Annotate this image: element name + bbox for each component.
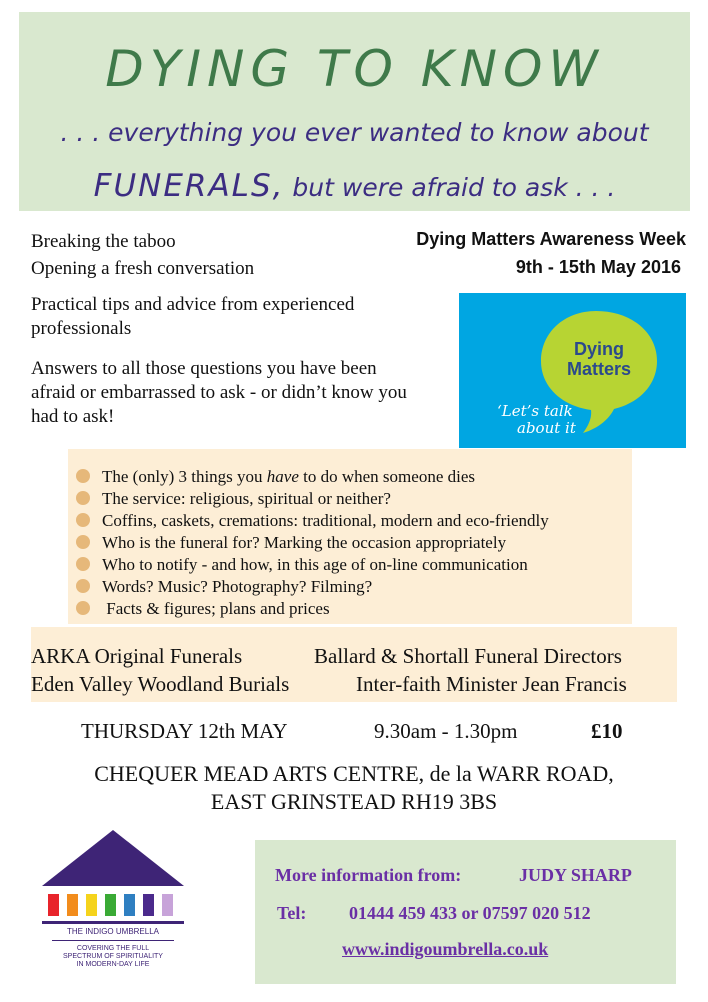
bullet-icon [76, 601, 90, 615]
bullet-icon [76, 513, 90, 527]
contributor-arka: ARKA Original Funerals [31, 644, 243, 668]
event-dates: 9th - 15th May 2016 [515, 257, 681, 277]
pillar-icon [48, 894, 59, 916]
list-item: The (only) 3 things you have to do when someone dies [76, 466, 475, 487]
intro-line2: Opening a fresh conversation [31, 258, 255, 279]
header-banner [19, 12, 690, 211]
bullet-icon [76, 579, 90, 593]
pillar-icon [124, 894, 135, 916]
pillar-icon [143, 894, 154, 916]
pillar-icon [67, 894, 78, 916]
phone-numbers: 01444 459 433 or 07597 020 512 [349, 903, 591, 923]
bullet-icon [76, 557, 90, 571]
dying-matters-logo [459, 293, 686, 448]
contact-name: JUDY SHARP [519, 865, 632, 885]
tagline-rest: but were afraid to ask . . . [284, 173, 616, 202]
dm-logo-slogan1: ‘Let’s talk [497, 402, 573, 420]
contact-info-box [255, 840, 676, 984]
indigo-logo-tag3: IN MODERN-DAY LIFE [76, 961, 150, 968]
speech-bubble-icon [459, 293, 686, 448]
dm-logo-line1: Dying [573, 339, 625, 359]
event-price: £10 [591, 719, 623, 743]
venue-line1: CHEQUER MEAD ARTS CENTRE, de la WARR ROAD, [94, 761, 614, 786]
indigo-umbrella-logo [38, 830, 188, 990]
dm-logo-slogan2: about it [517, 419, 576, 437]
intro-line4: Answers to all those questions you have been afraid or embarrassed to ask - or didn’t know you had to ask! [31, 358, 407, 427]
list-item: Who to notify - and how, in this age of on-line communication [76, 554, 528, 575]
contributors-box [31, 627, 677, 702]
bullet-icon [76, 491, 90, 505]
bullet-icon [76, 535, 90, 549]
contributor-ballard-shortall: Ballard & Shortall Funeral Directors [314, 644, 622, 668]
tagline-funerals: FUNERALS, [93, 168, 285, 204]
topics-box [68, 449, 632, 624]
list-item: Who is the funeral for? Marking the occasion appropriately [76, 532, 506, 553]
venue-line2: EAST GRINSTEAD RH19 3BS [210, 789, 498, 814]
bullet-icon [76, 469, 90, 483]
indigo-logo-tag1: COVERING THE FULL [76, 945, 150, 952]
event-day: THURSDAY 12th MAY [81, 719, 288, 743]
intro-line3: Practical tips and advice from experienced professionals [31, 294, 355, 339]
tel-label: Tel: [277, 903, 307, 923]
intro-line1: Breaking the taboo [31, 231, 176, 252]
contributor-jean-francis: Inter-faith Minister Jean Francis [356, 672, 627, 696]
pillar-icon [162, 894, 173, 916]
indigo-logo-tag2: SPECTRUM OF SPIRITUALITY [63, 953, 163, 960]
tagline-line2 [19, 168, 690, 204]
website-link[interactable]: www.indigoumbrella.co.uk [342, 939, 549, 959]
contributor-eden-valley: Eden Valley Woodland Burials [31, 672, 290, 696]
list-item: The service: religious, spiritual or neither? [76, 488, 391, 509]
pillar-icon [86, 894, 97, 916]
poster-title: DYING TO KNOW [105, 40, 604, 98]
dm-logo-line2: Matters [566, 359, 632, 379]
list-item: Coffins, caskets, cremations: traditional, modern and eco-friendly [76, 510, 549, 531]
event-name: Dying Matters Awareness Week [416, 229, 686, 249]
pillar-icon [105, 894, 116, 916]
list-item: Words? Music? Photography? Filming? [76, 576, 372, 597]
event-time: 9.30am - 1.30pm [374, 719, 518, 743]
umbrella-roof-icon [38, 830, 188, 990]
info-label: More information from: [275, 865, 462, 885]
indigo-logo-name: THE INDIGO UMBRELLA [66, 927, 160, 936]
tagline-line1: . . . everything you ever wanted to know about [60, 118, 649, 147]
list-item: Facts & figures; plans and prices [76, 598, 330, 619]
